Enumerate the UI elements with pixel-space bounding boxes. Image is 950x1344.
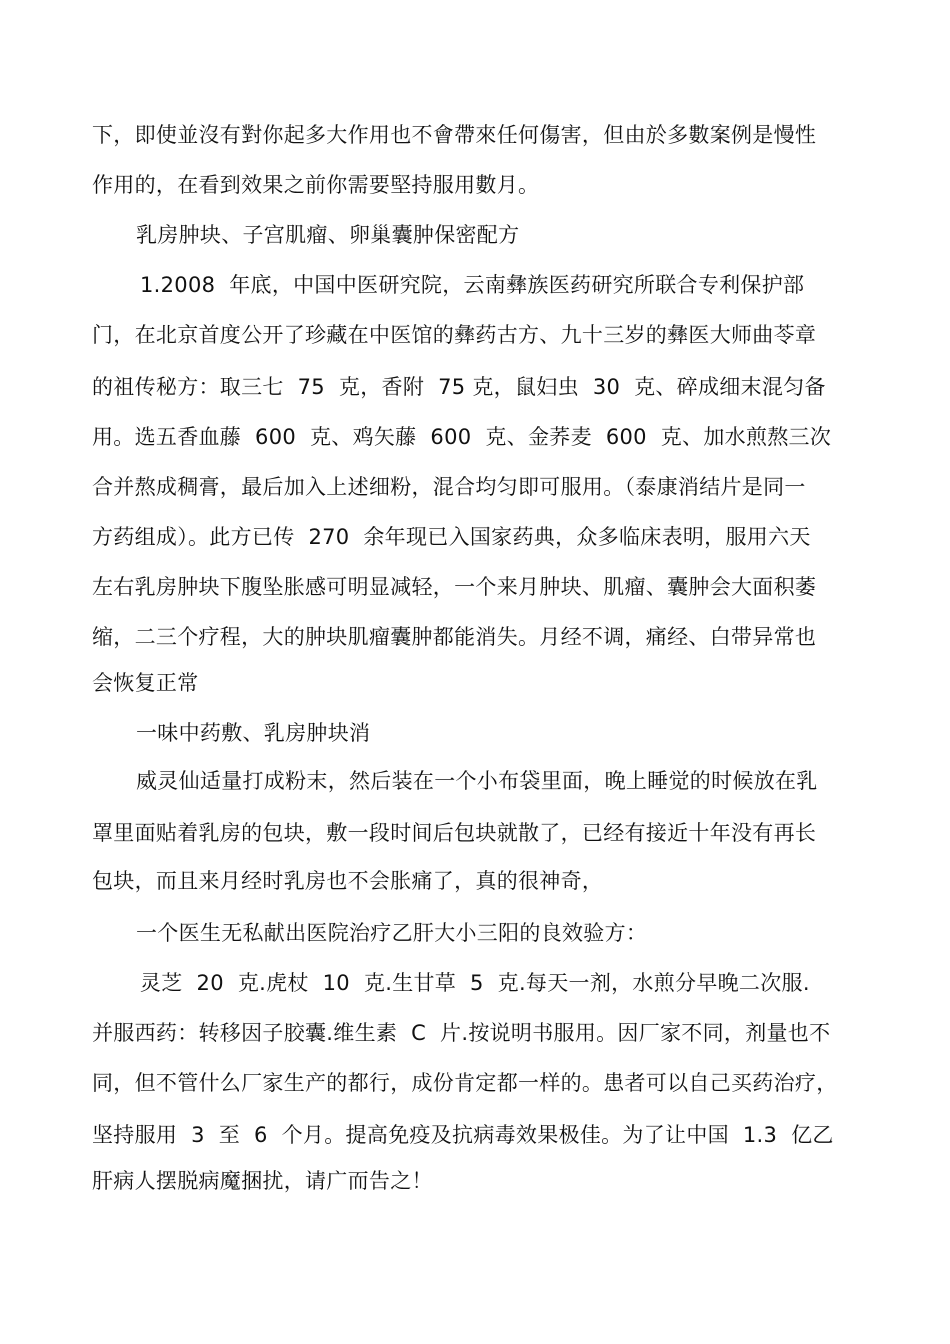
paragraph-line: 的祖传秘方：取三七 75 克，香附 75 克，鼠妇虫 30 克、碎成细末混匀备 [92, 375, 826, 399]
paragraph-line: 同，但不管什么厂家生产的都行，成份肯定都一样的。患者可以自己买药治疗， [92, 1071, 838, 1095]
paragraph-line: 威灵仙适量打成粉末，然后装在一个小布袋里面，晚上睡觉的时候放在乳 [136, 769, 818, 793]
paragraph-line: 1.2008 年底，中国中医研究院，云南彝族医药研究所联合专利保护部 [140, 273, 805, 297]
paragraph-line: 会恢复正常 [92, 671, 199, 695]
paragraph-line: 灵芝 20 克.虎杖 10 克.生甘草 5 克.每天一剂，水煎分早晚二次服. [140, 971, 810, 995]
paragraph-line: 合并熬成稠膏，最后加入上述细粉，混合均匀即可服用。（泰康消结片是同一 [92, 475, 806, 499]
paragraph-line: 门，在北京首度公开了珍藏在中医馆的彝药古方、九十三岁的彝医大师曲苓章 [92, 323, 817, 347]
paragraph-line: 用。选五香血藤 600 克、鸡矢藤 600 克、金荞麦 600 克、加水煎熬三次 [92, 425, 832, 449]
paragraph-line: 作用的，在看到效果之前你需要堅持服用數月。 [92, 173, 540, 197]
paragraph-line: 肝病人摆脱病魔捆扰，请广而告之！ [92, 1169, 433, 1193]
paragraph-line: 左右乳房肿块下腹坠胀感可明显减轻，一个来月肿块、肌瘤、囊肿会大面积萎 [92, 575, 817, 599]
paragraph-line: 下，即使並沒有對你起多大作用也不會帶來任何傷害，但由於多數案例是慢性 [92, 123, 817, 147]
paragraph-line: 方药组成）。此方已传 270 余年现已入国家药典，众多临床表明，服用六天 [92, 525, 811, 549]
section-heading: 一个医生无私献出医院治疗乙肝大小三阳的良效验方： [136, 921, 648, 945]
paragraph-line: 并服西药：转移因子胶囊.维生素 C 片.按说明书服用。因厂家不同，剂量也不 [92, 1021, 831, 1045]
section-heading: 一味中药敷、乳房肿块消 [136, 721, 371, 745]
paragraph-line: 缩，二三个疗程，大的肿块肌瘤囊肿都能消失。月经不调，痛经、白带异常也 [92, 625, 817, 649]
paragraph-line: 坚持服用 3 至 6 个月。提高免疫及抗病毒效果极佳。为了让中国 1.3 亿乙 [92, 1123, 834, 1147]
paragraph-line: 包块，而且来月经时乳房也不会胀痛了，真的很神奇， [92, 869, 604, 893]
paragraph-line: 罩里面贴着乳房的包块，敷一段时间后包块就散了，已经有接近十年没有再长 [92, 821, 817, 845]
section-heading: 乳房肿块、子宫肌瘤、卵巢囊肿保密配方 [136, 223, 520, 247]
